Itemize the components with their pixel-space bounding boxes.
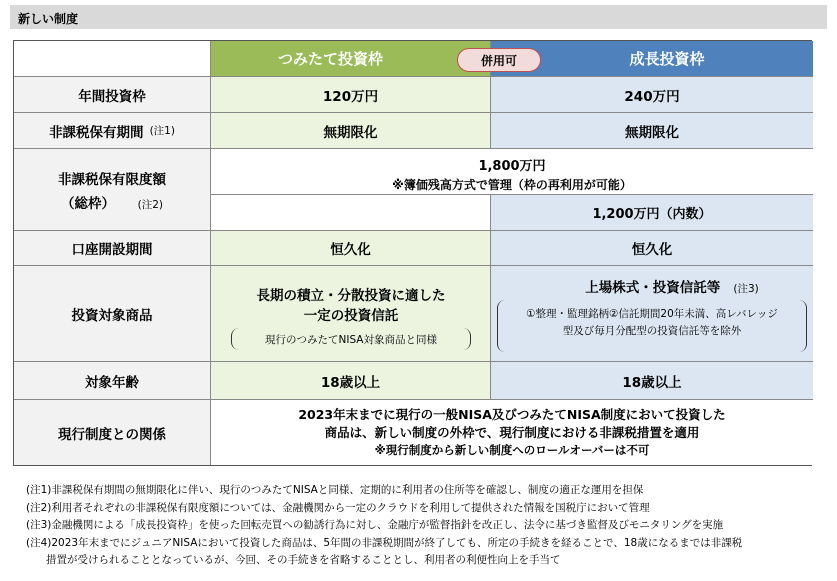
annual-tsumitate: 120万円 — [211, 77, 491, 113]
products-tsumitate-line2: 一定の投資信託 — [303, 308, 399, 324]
relation-line1: 2023年末までに現行の一般NISA及びつみたてNISA制度において投資した — [298, 407, 726, 422]
products-seicho — [491, 266, 813, 362]
column-header-tsumitate — [211, 41, 491, 77]
footnote-4-line1: (注4)2023年末までにジュニアNISAにおいて投資した商品は、5年間の非課税期間が終了しても、所定の手続きを経ることで、18歳になるまでは非課税 — [26, 536, 743, 549]
footnote-3: (注3)金融機関による「成長投資枠」を使った回転売買への勧誘行為に対し、金融庁が監督指針を改正し、法令に基づき監督及びモニタリングを実施 — [26, 519, 724, 531]
limit-note: (注2) — [137, 198, 164, 211]
annual-label: 年間投資枠 — [78, 88, 146, 105]
comparison-table — [13, 40, 812, 466]
annual-seicho: 240万円 — [491, 77, 813, 113]
products-seicho-main: 上場株式・投資信託等 — [585, 280, 721, 296]
combined-use-badge: 併用可 — [457, 48, 541, 72]
relation-label: 現行制度との関係 — [58, 426, 166, 443]
row-label-age — [14, 362, 211, 400]
period-seicho: 無期限化 — [491, 113, 813, 149]
age-tsumitate: 18歳以上 — [211, 362, 491, 400]
page-title: 新しい制度 — [10, 5, 827, 29]
products-seicho-subnote-line1: ①整理・監理銘柄②信託期間20年未満、高レバレッジ — [526, 308, 778, 320]
limit-tsumitate-empty — [211, 195, 491, 231]
column-header-seicho-label: 成長投資枠 — [629, 50, 705, 68]
header-corner — [14, 41, 211, 77]
limit-seicho: 1,200万円（内数） — [491, 195, 813, 231]
period-note: (注1) — [149, 125, 175, 137]
row-label-limit — [14, 149, 211, 231]
products-tsumitate — [211, 266, 491, 362]
age-seicho: 18歳以上 — [491, 362, 813, 400]
products-tsumitate-line1: 長期の積立・分散投資に適した — [256, 288, 446, 304]
account-label: 口座開設期間 — [71, 242, 153, 258]
relation-line3: ※現行制度から新しい制度へのロールオーバーは不可 — [374, 443, 650, 457]
row-label-period — [14, 113, 211, 149]
row-label-annual — [14, 77, 211, 113]
relation-line2: 商品は、新しい制度の外枠で、現行制度における非課税措置を適用 — [324, 425, 700, 440]
limit-shared-note: ※簿価残高方式で管理（枠の再利用が可能） — [392, 178, 632, 192]
products-label: 投資対象商品 — [71, 307, 153, 324]
row-label-products — [14, 266, 211, 362]
relation-content — [211, 400, 813, 465]
row-label-account — [14, 231, 211, 266]
products-seicho-heading — [491, 276, 813, 296]
products-tsumitate-subnote-text: 現行のつみたてNISA対象商品と同様 — [265, 334, 437, 346]
footnote-1: (注1)非課税保有期間の無期限化に伴い、現行のつみたてNISAと同様、定期的に利用者の住所等を確認し、制度の適正な運用を担保 — [26, 484, 644, 496]
footnote-4-line2: 措置が受けられることとなっているが、今回、その手続きを省略することとし、利用者の利便性向上を手当て — [46, 554, 561, 566]
products-seicho-subnote-line2: 型及び毎月分配型の投資信託等を除外 — [562, 325, 742, 337]
limit-shared-amount: 1,800万円 — [478, 159, 546, 174]
limit-shared — [211, 149, 813, 195]
limit-label-line2 — [61, 192, 163, 212]
limit-label-line1: 非課税保有限度額 — [58, 171, 166, 188]
account-seicho: 恒久化 — [491, 231, 813, 266]
row-label-relation — [14, 400, 211, 465]
products-tsumitate-subnote — [231, 328, 471, 350]
period-tsumitate: 無期限化 — [211, 113, 491, 149]
column-header-tsumitate-label: つみたて投資枠 — [277, 50, 383, 68]
footnote-2: (注2)利用者それぞれの非課税保有限度額については、金融機関から一定のクラウドを利用して提供された情報を国税庁において管理 — [26, 501, 650, 514]
footnotes — [26, 482, 826, 570]
products-seicho-note: (注3) — [733, 283, 759, 295]
period-label: 非課税保有期間 — [49, 124, 144, 141]
age-label: 対象年齢 — [85, 374, 139, 391]
account-tsumitate: 恒久化 — [211, 231, 491, 266]
products-seicho-subnote — [497, 300, 807, 352]
limit-label-total: （総枠） — [60, 195, 115, 212]
